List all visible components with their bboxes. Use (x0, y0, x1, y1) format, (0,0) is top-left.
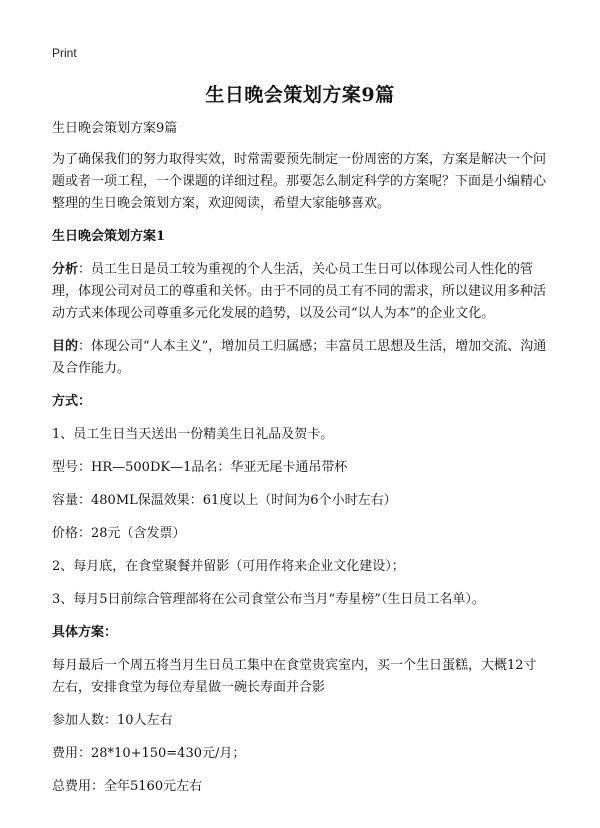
total-cost-line: 总费用：全年5160元左右 (52, 779, 203, 794)
purpose-text: ：体现公司“人本主义”，增加员工归属感；丰富员工思想及生活，增加交流、沟通及合作能力。 (52, 339, 547, 376)
purpose-label: 目的 (52, 339, 79, 354)
method-item: 3、每月5日前综合管理部将在公司食堂公布当月“寿星榜”（生日员工名单）。 (52, 592, 485, 607)
page-title: 生日晚会策划方案9篇 (205, 84, 395, 106)
print-label: Print (52, 46, 77, 60)
document-body (52, 118, 548, 809)
method-item: 2、每月底，在食堂聚餐并留影（可用作将来企业文化建设）； (52, 559, 405, 574)
analysis-label: 分析 (52, 262, 79, 277)
participants-line: 参加人数：10人左右 (52, 713, 173, 728)
document-subtitle: 生日晚会策划方案9篇 (52, 121, 178, 136)
method-item: 型号：HR—500DK—1品名：华亚无尾卡通吊带杯 (52, 460, 348, 475)
analysis-text: ：员工生日是员工较为重视的个人生活，关心员工生日可以体现公司人性化的管理，体现公司对员工的尊重和关怀。由于不同的员工有不同的需求，所以建议用多种活动方式来体现公司尊重多元化发展的趋势，以及公司“以人为本”的企业文化。 (52, 262, 547, 321)
cost-line: 费用：28*10+150=430元/月； (52, 746, 246, 761)
method-item: 1、员工生日当天送出一份精美生日礼品及贺卡。 (52, 427, 334, 442)
analysis-paragraph (52, 259, 548, 325)
method-heading: 方式： (52, 394, 92, 409)
intro-paragraph: 为了确保我们的努力取得实效，时常需要预先制定一份周密的方案，方案是解决一个问题或者一项工程，一个课题的详细过程。那要怎么制定科学的方案呢？下面是小编精心整理的生日晚会策划方案，欢迎阅读，希望大家能够喜欢。 (52, 152, 547, 211)
method-item: 价格：28元（含发票） (52, 526, 186, 541)
purpose-paragraph (52, 336, 548, 380)
specific-plan-heading: 具体方案： (52, 625, 118, 640)
specific-plan-text: 每月最后一个周五将当月生日员工集中在食堂贵宾室内，买一个生日蛋糕，大概12寸左右，安排食堂为每位寿星做一碗长寿面并合影 (52, 658, 537, 695)
plan1-heading: 生日晚会策划方案1 (52, 229, 166, 244)
method-item: 容量：480ML保温效果：61度以上（时间为6个小时左右） (52, 493, 397, 508)
